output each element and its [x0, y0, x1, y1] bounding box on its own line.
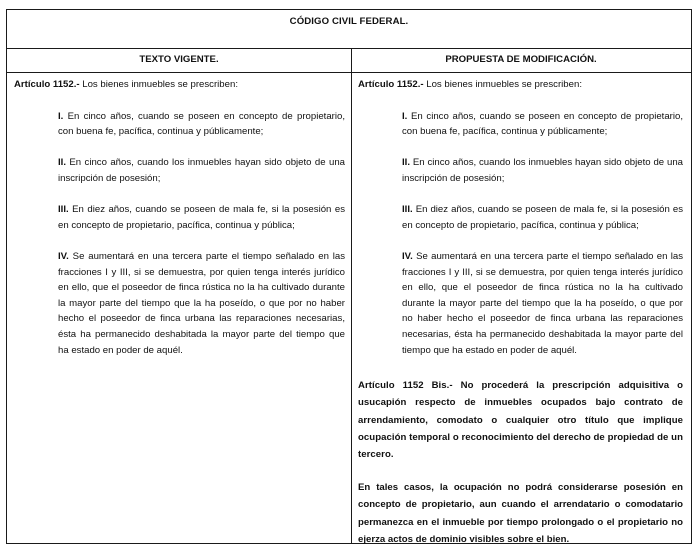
fraction-numeral: II.: [402, 157, 410, 169]
table-title: CÓDIGO CIVIL FEDERAL.: [7, 10, 691, 49]
fraction-text: En diez años, cuando se poseen de mala fe, si la posesión es en concepto de propietario, pacífica, continua y pública;: [58, 204, 345, 231]
fraction-iii: [358, 202, 683, 233]
fraction-iii: [14, 202, 345, 233]
fraction-i: [14, 109, 345, 140]
fraction-numeral: II.: [58, 157, 66, 169]
fraction-text: Se aumentará en una tercera parte el tiempo señalado en las fracciones I y III, si se demuestra, por quien tenga interés jurídico en ello, que el poseedor de finca rústica no la ha cultivado durante la mayor parte del tiempo que la ha poseído, o que por no haber hecho el poseedor de finca urbana las reparaciones necesarias, ésta ha permanecido deshabitada la mayor parte del tiempo que ha estado en poder de aquél.: [402, 250, 683, 356]
column-header-current-text: TEXTO VIGENTE.: [7, 49, 352, 72]
article-1152-bis-paragraph-2: En tales casos, la ocupación no podrá considerarse posesión en concepto de propietario, aun cuando el arrendatario o comodatario permanezca en el inmueble por tiempo prolongado o el propietario no ejerza actos de dominio visibles sobre el bien.: [358, 482, 683, 546]
fraction-numeral: IV.: [402, 250, 413, 262]
fraction-ii: [358, 155, 683, 186]
table-body-row: [7, 73, 691, 546]
column-header-row: [7, 49, 691, 73]
fraction-numeral: IV.: [58, 250, 69, 262]
fraction-text: En cinco años, cuando se poseen en concepto de propietario, con buena fe, pacífica, continua y públicamente;: [58, 110, 345, 138]
fraction-text: En cinco años, cuando los inmuebles hayan sido objeto de una inscripción de posesión;: [58, 157, 345, 184]
fraction-text: Se aumentará en una tercera parte el tiempo señalado en las fracciones I y III, si se demuestra, por quien tenga interés jurídico en ello, que el poseedor de finca rústica no la ha cultivado durante la mayor parte del tiempo que la ha poseído, o que por no haber hecho el poseedor de finca urbana las reparaciones necesarias, ésta ha permanecido deshabitada la mayor parte del tiempo que ha estado en poder de aquél.: [58, 250, 345, 356]
fraction-i: [358, 109, 683, 140]
article-intro-text: Los bienes inmuebles se prescriben:: [423, 79, 582, 90]
fraction-iv: [358, 249, 683, 358]
current-text-column: [7, 73, 352, 543]
fraction-numeral: III.: [58, 204, 69, 216]
article-intro-text: Los bienes inmuebles se prescriben:: [79, 79, 238, 90]
article-1152-bis-paragraph-1: Artículo 1152 Bis.- No procederá la prescripción adquisitiva o usucapión respecto de inmuebles ocupados bajo contrato de arrendamiento, comodato o cualquier otro título que implique ocupación temporal o reconocimiento del derecho de propiedad de un tercero.: [358, 380, 683, 461]
fraction-numeral: III.: [402, 204, 413, 216]
fraction-numeral: I.: [58, 110, 64, 122]
article-1152-intro: [14, 77, 345, 93]
fraction-text: En cinco años, cuando se poseen en concepto de propietario, con buena fe, pacífica, continua y públicamente;: [402, 110, 683, 138]
proposed-text-column: [352, 73, 690, 546]
article-label: Artículo 1152.-: [14, 79, 80, 90]
comparison-table: [6, 9, 692, 544]
article-label: Artículo 1152.-: [358, 79, 424, 90]
fraction-ii: [14, 155, 345, 186]
column-header-proposed-text: PROPUESTA DE MODIFICACIÓN.: [445, 54, 597, 65]
fraction-text: En cinco años, cuando los inmuebles hayan sido objeto de una inscripción de posesión;: [402, 157, 683, 184]
article-1152-intro: [358, 77, 683, 93]
fraction-numeral: I.: [402, 110, 408, 122]
fraction-iv: [14, 249, 345, 358]
fraction-text: En diez años, cuando se poseen de mala fe, si la posesión es en concepto de propietario, pacífica, continua y pública;: [402, 204, 683, 231]
